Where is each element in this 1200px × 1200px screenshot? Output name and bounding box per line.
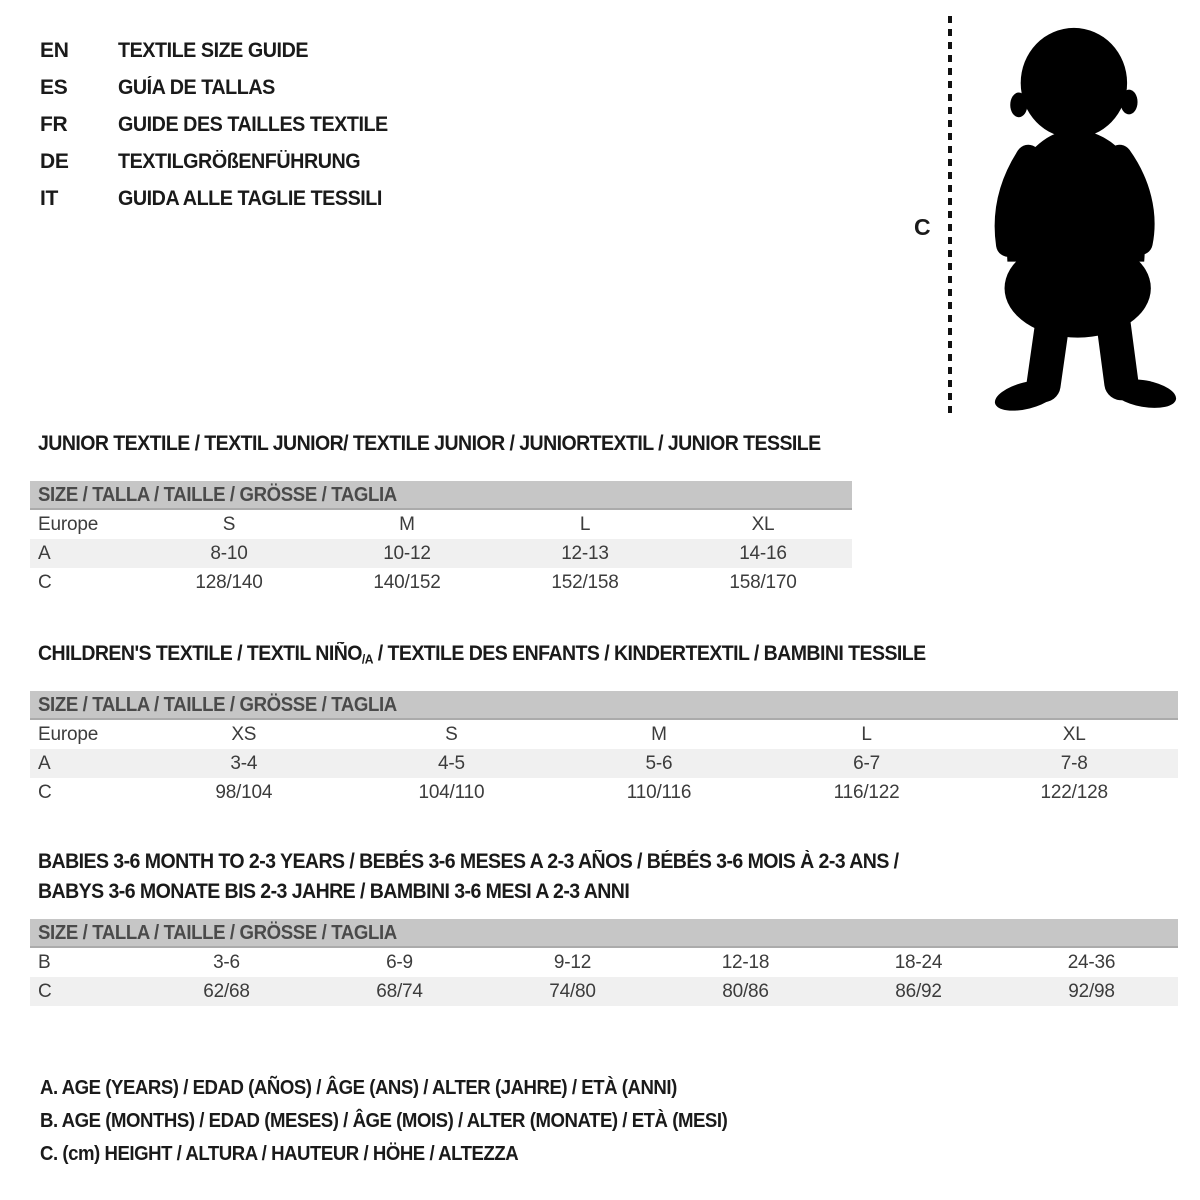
size-cell: M [399,514,415,535]
region-label: Europe [38,724,99,745]
guide-title: GUIDE DES TAILLES TEXTILE [118,112,388,136]
size-cell: S [222,514,236,535]
row-label: A [38,543,51,564]
language-code: IT [40,186,59,210]
size-cell: M [651,724,667,745]
height-cell: 98/104 [215,782,273,803]
language-row [40,143,405,180]
guide-title: TEXTILGRÖßENFÜHRUNG [118,149,361,173]
junior-section-title: JUNIOR TEXTILE / TEXTIL JUNIOR/ TEXTILE JUNIOR / JUNIORTEXTIL / JUNIOR TESSILE [38,432,821,455]
height-measure-label: C [914,214,931,240]
childrens-height-row [30,778,1178,807]
junior-size-header-bar [30,481,852,510]
age-cell: 8-10 [210,543,248,564]
size-cell: XL [751,514,775,535]
junior-age-row [30,539,852,568]
language-code: ES [40,75,68,99]
language-row [40,32,405,69]
height-cell: 158/170 [729,572,797,593]
language-title-block [40,32,405,217]
size-header-text: SIZE / TALLA / TAILLE / GRÖSSE / TAGLIA [38,694,397,716]
language-code: DE [40,149,69,173]
height-cell: 62/68 [203,981,250,1002]
junior-textile-section [30,432,852,597]
language-row [40,69,405,106]
babies-section-title-line1: BABIES 3-6 MONTH TO 2-3 YEARS / BEBÉS 3-6 MESES A 2-3 AÑOS / BÉBÉS 3-6 MOIS À 2-3 ANS / [38,850,899,873]
height-cell: 80/86 [722,981,769,1002]
age-cell: 14-16 [739,543,787,564]
height-figure [900,0,1200,430]
childrens-section-title [38,642,1098,665]
height-cell: 152/158 [551,572,619,593]
row-label: C [38,981,52,1002]
height-cell: 116/122 [833,782,900,803]
height-cell: 104/110 [418,782,485,803]
months-cell: 12-18 [721,952,770,973]
months-cell: 24-36 [1067,952,1116,973]
age-cell: 4-5 [437,753,465,774]
row-label: B [38,952,51,973]
region-label: Europe [38,514,99,535]
height-cell: 86/92 [895,981,942,1002]
height-cell: 68/74 [376,981,423,1002]
height-cell: 110/116 [626,782,692,803]
age-cell: 6-7 [853,753,881,774]
legend-age-months: B. AGE (MONTHS) / EDAD (MESES) / ÂGE (MOIS) / ALTER (MONATE) / ETÀ (MESI) [40,1110,728,1132]
height-cell: 74/80 [549,981,596,1002]
title-subscript: /A [361,651,373,667]
age-cell: 3-4 [230,753,258,774]
months-cell: 9-12 [553,952,592,973]
age-cell: 12-13 [561,543,609,564]
row-label: A [38,753,51,774]
age-cell: 10-12 [383,543,431,564]
height-cell: 140/152 [373,572,441,593]
babies-textile-section [30,850,1178,1006]
toddler-silhouette-icon [958,12,1186,420]
childrens-age-row [30,749,1178,778]
size-cell: XL [1062,724,1086,745]
legend-age-years: A. AGE (YEARS) / EDAD (AÑOS) / ÂGE (ANS) / ALTER (JAHRE) / ETÀ (ANNI) [40,1077,677,1099]
months-cell: 6-9 [386,952,413,973]
childrens-textile-section [30,642,1178,807]
guide-title: TEXTILE SIZE GUIDE [118,38,309,62]
language-code: EN [40,38,69,62]
legend-height-cm: C. (cm) HEIGHT / ALTURA / HAUTEUR / HÖHE / ALTEZZA [40,1143,519,1165]
babies-height-row [30,977,1178,1006]
childrens-size-header-bar [30,691,1178,720]
title-part: CHILDREN'S TEXTILE / TEXTIL NIÑO [38,642,362,665]
age-cell: 7-8 [1060,753,1088,774]
height-cell: 122/128 [1040,782,1108,803]
babies-section-title-line2: BABYS 3-6 MONATE BIS 2-3 JAHRE / BAMBINI 3-6 MESI A 2-3 ANNI [38,880,630,903]
size-header-text: SIZE / TALLA / TAILLE / GRÖSSE / TAGLIA [38,922,397,944]
age-cell: 5-6 [645,753,673,774]
size-cell: XS [231,724,257,745]
junior-sizes-row [30,510,852,539]
months-cell: 3-6 [213,952,240,973]
size-cell: S [445,724,458,745]
junior-height-row [30,568,852,597]
height-cell: 128/140 [195,572,263,593]
row-label: C [38,782,52,803]
language-row [40,180,405,217]
language-row [40,106,405,143]
guide-title: GUIDA ALLE TAGLIE TESSILI [118,186,382,210]
row-label: C [38,572,52,593]
size-cell: L [861,724,872,745]
measure-legend [40,1072,779,1171]
height-dashed-line-icon [948,16,952,414]
babies-size-header-bar [30,919,1178,948]
size-header-text: SIZE / TALLA / TAILLE / GRÖSSE / TAGLIA [38,484,397,506]
childrens-sizes-row [30,720,1178,749]
title-part: / TEXTILE DES ENFANTS / KINDERTEXTIL / BAMBINI TESSILE [372,642,926,665]
months-cell: 18-24 [894,952,943,973]
language-code: FR [40,112,68,136]
babies-months-row [30,948,1178,977]
height-cell: 92/98 [1068,981,1115,1002]
guide-title: GUÍA DE TALLAS [118,75,275,99]
size-cell: L [579,514,591,535]
